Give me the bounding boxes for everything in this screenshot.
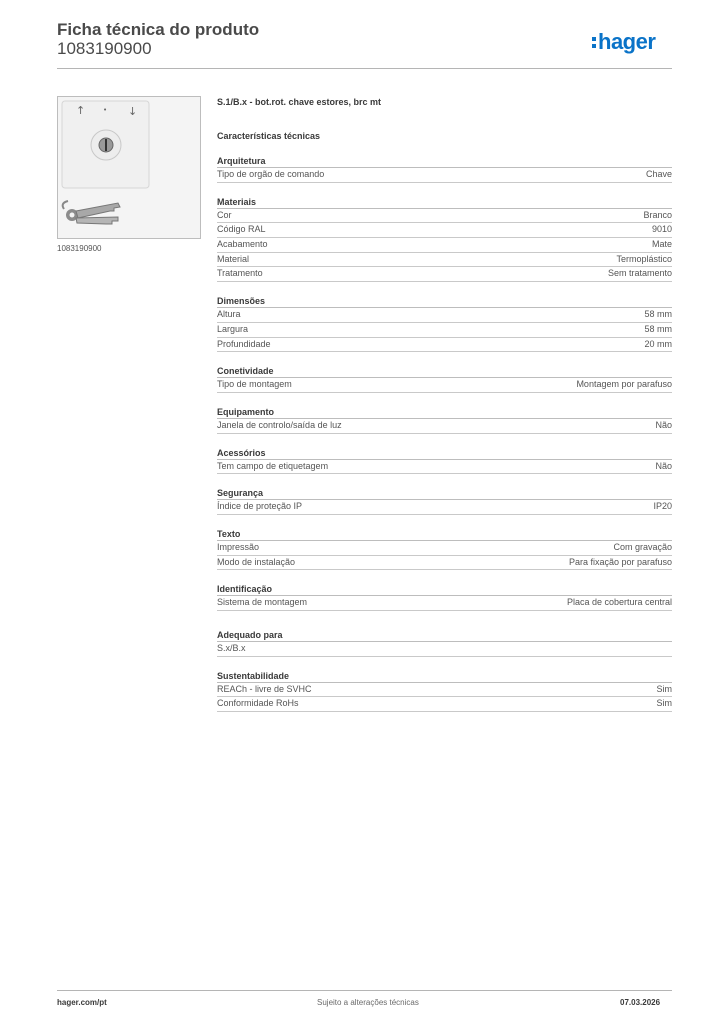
spec-group-title: Identificação bbox=[217, 583, 672, 596]
spec-group-title: Acessórios bbox=[217, 447, 672, 460]
spec-row bbox=[217, 541, 672, 556]
spec-group-title: Sustentabilidade bbox=[217, 670, 672, 683]
spec-value: 58 mm bbox=[644, 323, 672, 334]
spec-label: Impressão bbox=[217, 541, 260, 552]
footer-website: hager.com/pt bbox=[57, 998, 107, 1007]
spec-row bbox=[217, 697, 672, 712]
spec-value: Chave bbox=[645, 169, 672, 179]
spec-group-title: Equipamento bbox=[217, 406, 672, 419]
spec-label: REACh - livre de SVHC bbox=[217, 683, 312, 694]
spec-label: Altura bbox=[217, 309, 241, 320]
product-illustration bbox=[58, 97, 200, 238]
spec-group bbox=[217, 528, 672, 570]
spec-group bbox=[217, 487, 672, 515]
section-title: Características técnicas bbox=[217, 131, 321, 141]
spec-group-title: Arquitetura bbox=[217, 155, 672, 168]
page-title: Ficha técnica do produto bbox=[57, 20, 260, 39]
spec-label: Modo de instalação bbox=[217, 556, 296, 567]
spec-group bbox=[217, 670, 672, 712]
spec-value: Placa de cobertura central bbox=[566, 597, 672, 608]
spec-group-title: Segurança bbox=[217, 487, 672, 500]
spec-group bbox=[217, 196, 672, 282]
spec-groups bbox=[217, 155, 672, 712]
footer-rule bbox=[57, 990, 672, 991]
keys-icon bbox=[63, 201, 120, 224]
spec-row bbox=[217, 223, 672, 238]
spec-value: 9010 bbox=[651, 224, 672, 235]
spec-group bbox=[217, 447, 672, 475]
product-name: S.1/B.x - bot.rot. chave estores, brc mt bbox=[217, 97, 382, 107]
spec-group bbox=[217, 365, 672, 393]
spec-label: Tipo de orgão de comando bbox=[217, 169, 325, 179]
spec-value: Com gravação bbox=[613, 541, 672, 552]
spec-value: IP20 bbox=[653, 501, 672, 512]
spec-row bbox=[217, 267, 672, 282]
spec-row bbox=[217, 338, 672, 353]
spec-group-title: Dimensões bbox=[217, 295, 672, 308]
hager-logo bbox=[590, 28, 674, 56]
spec-label: Tipo de montagem bbox=[217, 379, 292, 390]
spec-row bbox=[217, 238, 672, 253]
spec-label: Índice de proteção IP bbox=[217, 501, 303, 512]
key-slot bbox=[105, 139, 107, 151]
spec-row bbox=[217, 500, 672, 515]
logo-text: hager bbox=[598, 29, 656, 54]
spec-row bbox=[217, 419, 672, 434]
spec-value: Montagem por parafuso bbox=[576, 379, 672, 390]
spec-label: Profundidade bbox=[217, 338, 271, 349]
spec-row bbox=[217, 642, 672, 657]
logo-dot-bottom bbox=[592, 44, 596, 48]
spec-group-title: Materiais bbox=[217, 196, 672, 209]
spec-row bbox=[217, 596, 672, 611]
spec-row bbox=[217, 556, 672, 571]
spec-row bbox=[217, 253, 672, 268]
spec-label: Largura bbox=[217, 323, 249, 334]
logo-dot-top bbox=[592, 37, 596, 41]
spec-value: Não bbox=[655, 460, 672, 471]
spec-group bbox=[217, 155, 672, 183]
spec-group-title: Adequado para bbox=[217, 629, 672, 642]
spec-row bbox=[217, 209, 672, 224]
spec-label: Acabamento bbox=[217, 239, 268, 250]
product-image bbox=[57, 96, 201, 239]
spec-row bbox=[217, 460, 672, 475]
spec-label: Tratamento bbox=[217, 268, 263, 279]
spec-label: Conformidade RoHs bbox=[217, 698, 299, 709]
spec-value: Mate bbox=[651, 239, 672, 250]
spec-label: Código RAL bbox=[217, 224, 266, 235]
image-caption: 1083190900 bbox=[57, 244, 102, 253]
spec-row bbox=[217, 683, 672, 698]
footer-date: 07.03.2026 bbox=[620, 998, 661, 1007]
header-rule bbox=[57, 68, 672, 69]
arrow-down-icon: ↓ bbox=[128, 105, 138, 118]
spec-row bbox=[217, 168, 672, 183]
spec-group bbox=[217, 406, 672, 434]
spec-content bbox=[217, 96, 672, 712]
spec-label: Material bbox=[217, 253, 250, 264]
spec-group bbox=[217, 629, 672, 657]
spec-value: 58 mm bbox=[644, 309, 672, 320]
spec-value: Termoplástico bbox=[616, 253, 672, 264]
spec-value: Para fixação por parafuso bbox=[568, 556, 672, 567]
spec-value: 20 mm bbox=[644, 338, 672, 349]
spec-value: Não bbox=[655, 419, 672, 430]
spec-label: Janela de controlo/saída de luz bbox=[217, 419, 342, 430]
spec-value: Sem tratamento bbox=[607, 268, 672, 279]
spec-group bbox=[217, 583, 672, 611]
spec-value: Sim bbox=[656, 698, 672, 709]
product-code-header: 1083190900 bbox=[57, 39, 152, 58]
spec-value: Sim bbox=[656, 683, 672, 694]
spec-row bbox=[217, 323, 672, 338]
spec-label: Cor bbox=[217, 209, 232, 220]
spec-label: Sistema de montagem bbox=[217, 597, 308, 608]
footer-note: Sujeito a alterações técnicas bbox=[317, 998, 419, 1007]
spec-group bbox=[217, 295, 672, 352]
spec-group-title: Texto bbox=[217, 528, 672, 541]
spec-label: Tem campo de etiquetagem bbox=[217, 460, 329, 471]
spec-value: Branco bbox=[643, 209, 672, 220]
spec-label: S.x/B.x bbox=[217, 643, 246, 653]
arrow-up-icon: ↑ bbox=[76, 104, 86, 117]
center-dot-icon: • bbox=[103, 106, 108, 114]
spec-row bbox=[217, 378, 672, 393]
spec-group-title: Conetividade bbox=[217, 365, 672, 378]
spec-row bbox=[217, 308, 672, 323]
